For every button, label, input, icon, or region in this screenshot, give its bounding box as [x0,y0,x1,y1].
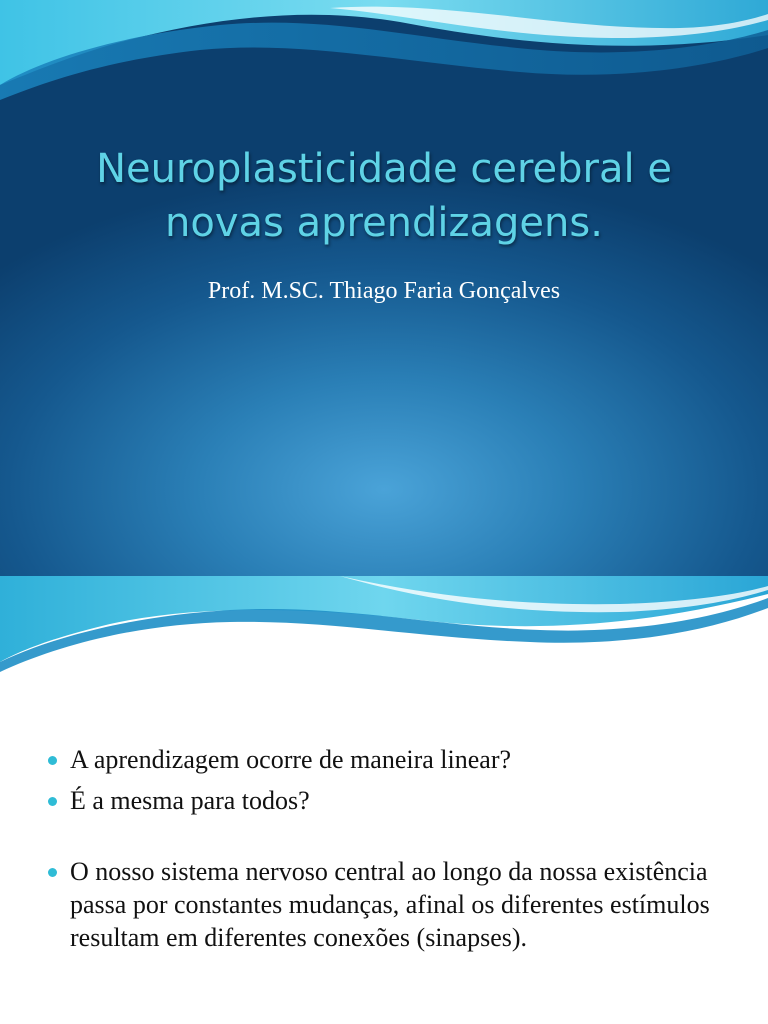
bullet-text: É a mesma para todos? [70,786,310,815]
bullet-text: O nosso sistema nervoso central ao longo da nossa existência passa por constantes mudanças, afinal os diferentes estímulos resultam em diferentes conexões (sinapses). [70,857,710,952]
bullet-dot-icon [48,868,57,877]
content-wave-decoration [0,576,768,686]
bullet-text: A aprendizagem ocorre de maneira linear? [70,745,512,774]
bullet-list [48,743,738,962]
slide-title [0,142,768,250]
bullet-item [48,743,738,776]
bullet-dot-icon [48,797,57,806]
slide-title-line-1: Neuroplasticidade cerebral e [96,146,672,192]
slide-subtitle: Prof. M.SC. Thiago Faria Gonçalves [207,278,561,304]
bullet-item [48,855,738,954]
bullet-dot-icon [48,756,57,765]
bullet-item [48,784,738,817]
content-slide [0,576,768,1024]
slide-title-line-2: novas aprendizagens. [165,200,603,246]
